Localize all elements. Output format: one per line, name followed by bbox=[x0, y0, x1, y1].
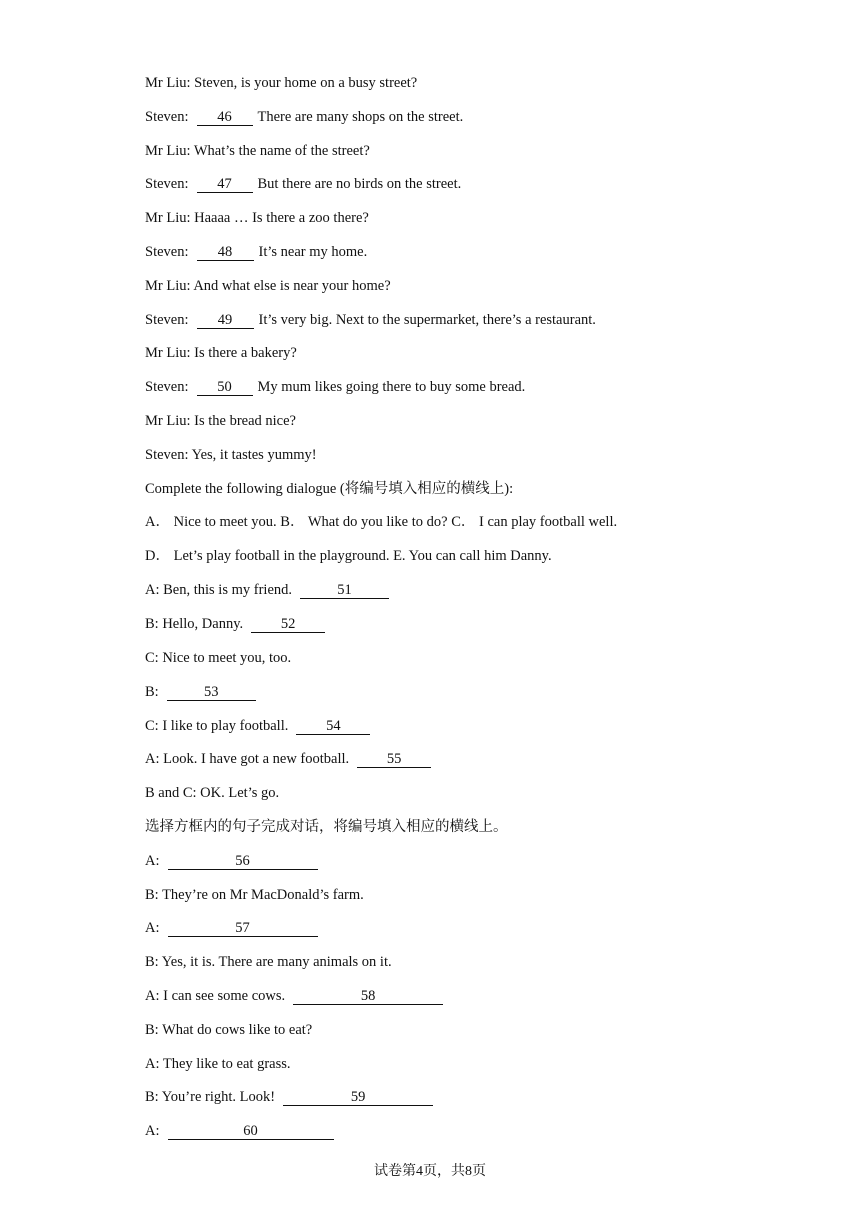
dialogue-text: A: Ben, this is my friend. bbox=[145, 582, 293, 598]
dialogue-line: C: Nice to meet you, too. bbox=[145, 650, 292, 666]
dialogue-line bbox=[145, 750, 436, 768]
dialogue-text: It’s near my home. bbox=[258, 244, 368, 260]
dialogue-line: Steven: Yes, it tastes yummy! bbox=[145, 447, 317, 463]
dialogue-line bbox=[145, 378, 525, 396]
dialogue-line bbox=[145, 1088, 438, 1106]
answer-blank-53[interactable]: 53 bbox=[167, 685, 256, 701]
section-instruction: Complete the following dialogue (将编号填入相应的横线上): bbox=[145, 481, 514, 497]
dialogue-line bbox=[145, 717, 375, 735]
answer-blank-56[interactable]: 56 bbox=[168, 854, 318, 870]
dialogue-line bbox=[145, 852, 323, 870]
answer-blank-58[interactable]: 58 bbox=[293, 989, 443, 1005]
dialogue-line bbox=[145, 581, 394, 599]
answer-blank-49[interactable]: 49 bbox=[197, 313, 254, 329]
speaker-label: B: bbox=[145, 684, 159, 700]
dialogue-text: It’s very big. Next to the supermarket, there’s a restaurant. bbox=[258, 312, 596, 328]
dialogue-line bbox=[145, 615, 330, 633]
options-line: A． Nice to meet you. B． What do you like to do? C． I can play football well. bbox=[145, 514, 618, 530]
dialogue-line bbox=[145, 683, 261, 701]
dialogue-text: My mum likes going there to buy some bread. bbox=[257, 379, 526, 395]
speaker-label: Steven: bbox=[145, 109, 189, 125]
dialogue-line bbox=[145, 919, 323, 937]
dialogue-line: B: They’re on Mr MacDonald’s farm. bbox=[145, 887, 364, 903]
dialogue-line: B: Yes, it is. There are many animals on it. bbox=[145, 954, 392, 970]
dialogue-line bbox=[145, 987, 448, 1005]
dialogue-line: Mr Liu: Is there a bakery? bbox=[145, 345, 297, 361]
answer-blank-60[interactable]: 60 bbox=[168, 1124, 334, 1140]
dialogue-text: But there are no birds on the street. bbox=[257, 176, 462, 192]
dialogue-line bbox=[145, 243, 367, 261]
dialogue-line: A: They like to eat grass. bbox=[145, 1056, 291, 1072]
dialogue-line: Mr Liu: Haaaa … Is there a zoo there? bbox=[145, 210, 369, 226]
dialogue-line: Mr Liu: What’s the name of the street? bbox=[145, 143, 370, 159]
dialogue-text: A: I can see some cows. bbox=[145, 988, 286, 1004]
dialogue-text: B: You’re right. Look! bbox=[145, 1089, 276, 1105]
page-footer: 试卷第4页，共8页 bbox=[374, 1164, 486, 1179]
answer-blank-46[interactable]: 46 bbox=[197, 110, 253, 126]
answer-blank-54[interactable]: 54 bbox=[296, 719, 370, 735]
speaker-label: A: bbox=[145, 1123, 160, 1139]
dialogue-line bbox=[145, 311, 596, 329]
dialogue-line: Mr Liu: Is the bread nice? bbox=[145, 413, 296, 429]
answer-blank-59[interactable]: 59 bbox=[283, 1090, 433, 1106]
dialogue-line bbox=[145, 108, 463, 126]
options-line: D． Let’s play football in the playground. E. You can call him Danny. bbox=[145, 548, 552, 564]
dialogue-line bbox=[145, 175, 461, 193]
section-instruction: 选择方框内的句子完成对话，将编号填入相应的横线上。 bbox=[145, 819, 508, 835]
dialogue-line: Mr Liu: Steven, is your home on a busy street? bbox=[145, 75, 418, 91]
dialogue-line: B and C: OK. Let’s go. bbox=[145, 785, 280, 801]
dialogue-text: A: Look. I have got a new football. bbox=[145, 751, 350, 767]
answer-blank-52[interactable]: 52 bbox=[251, 617, 325, 633]
dialogue-line: B: What do cows like to eat? bbox=[145, 1022, 313, 1038]
answer-blank-47[interactable]: 47 bbox=[197, 177, 253, 193]
speaker-label: A: bbox=[145, 920, 160, 936]
speaker-label: Steven: bbox=[145, 244, 189, 260]
dialogue-text: B: Hello, Danny. bbox=[145, 616, 244, 632]
answer-blank-55[interactable]: 55 bbox=[357, 752, 431, 768]
answer-blank-50[interactable]: 50 bbox=[197, 380, 253, 396]
speaker-label: Steven: bbox=[145, 176, 189, 192]
speaker-label: Steven: bbox=[145, 312, 189, 328]
speaker-label: Steven: bbox=[145, 379, 189, 395]
dialogue-text: There are many shops on the street. bbox=[257, 109, 464, 125]
dialogue-line: Mr Liu: And what else is near your home? bbox=[145, 278, 391, 294]
dialogue-text: C: I like to play football. bbox=[145, 718, 289, 734]
dialogue-line bbox=[145, 1122, 339, 1140]
answer-blank-51[interactable]: 51 bbox=[300, 583, 389, 599]
answer-blank-48[interactable]: 48 bbox=[197, 245, 254, 261]
answer-blank-57[interactable]: 57 bbox=[168, 921, 318, 937]
speaker-label: A: bbox=[145, 853, 160, 869]
